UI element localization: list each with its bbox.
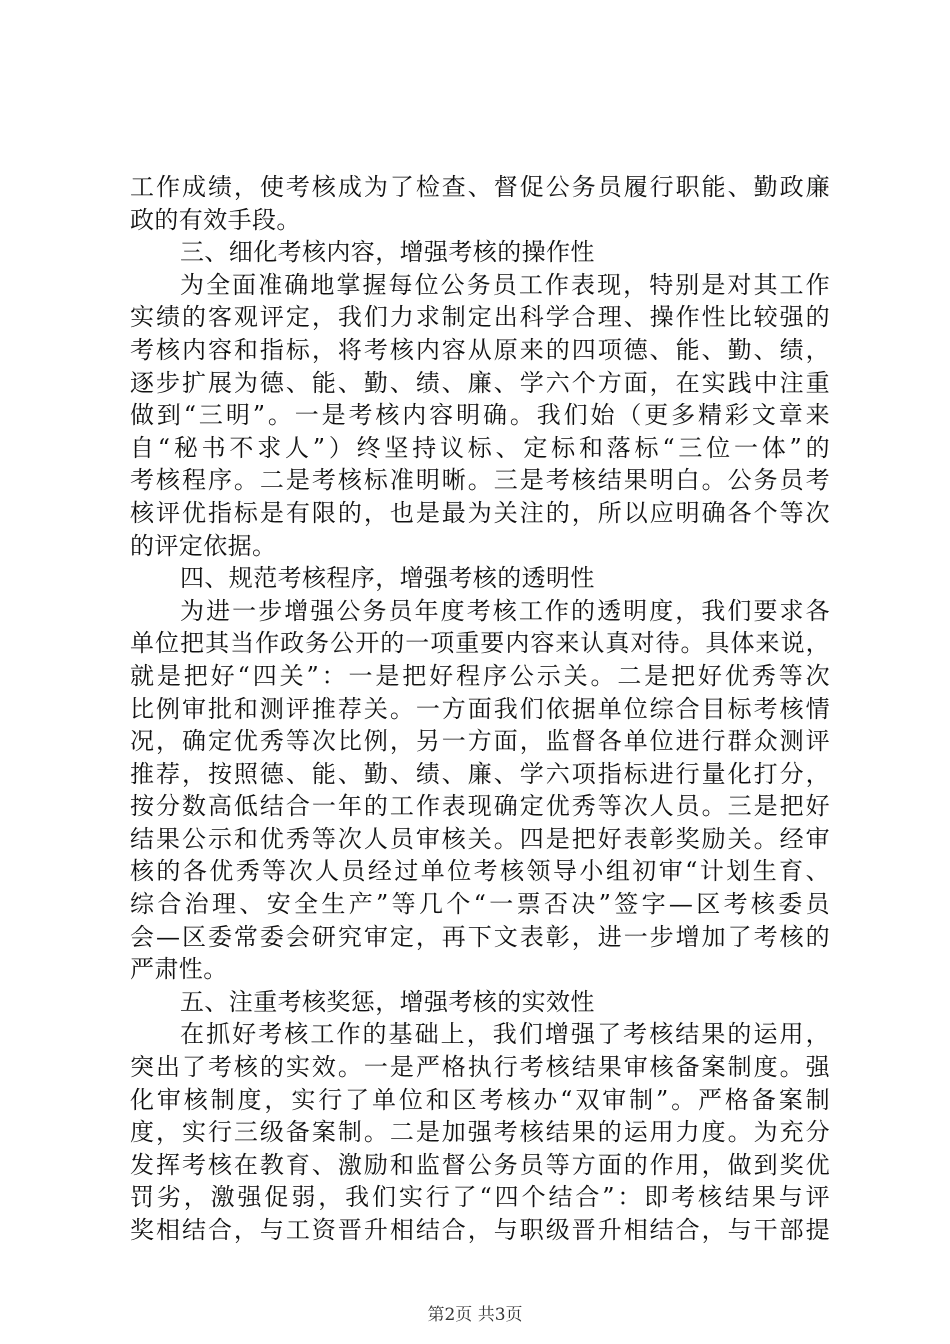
text-line: 突出了考核的实效。一是严格执行考核结果审核备案制度。强 — [130, 1053, 830, 1082]
text-line: 五、注重考核奖惩，增强考核的实效性 — [180, 987, 595, 1016]
text-line: 核的各优秀等次人员经过单位考核领导小组初审“计划生育、 — [130, 857, 830, 886]
text-line: 三、细化考核内容，增强考核的操作性 — [180, 238, 595, 267]
text-line: 单位把其当作政务公开的一项重要内容来认真对待。具体来说， — [130, 629, 830, 658]
text-line: 况，确定优秀等次比例，另一方面，监督各单位进行群众测评 — [130, 727, 830, 756]
text-line: 度，实行三级备案制。二是加强考核结果的运用力度。为充分 — [130, 1118, 830, 1147]
text-line: 就是把好“四关”：一是把好程序公示关。二是把好优秀等次 — [130, 661, 830, 690]
page-footer: 第2页 共3页 — [427, 1305, 523, 1325]
text-line: 逐步扩展为德、能、勤、绩、廉、学六个方面，在实践中注重 — [130, 368, 830, 397]
text-line: 政的有效手段。 — [130, 205, 301, 234]
text-line: 罚劣，激强促弱，我们实行了“四个结合”：即考核结果与评 — [130, 1183, 830, 1212]
text-line: 按分数高低结合一年的工作表现确定优秀等次人员。三是把好 — [130, 792, 830, 821]
text-line: 考核内容和指标，将考核内容从原来的四项德、能、勤、绩， — [130, 335, 830, 364]
text-line: 推荐，按照德、能、勤、绩、廉、学六项指标进行量化打分， — [130, 759, 830, 788]
text-line: 奖相结合，与工资晋升相结合，与职级晋升相结合，与干部提 — [130, 1216, 830, 1244]
text-line: 的评定依据。 — [130, 531, 277, 560]
text-line: 比例审批和测评推荐关。一方面我们依据单位综合目标考核情 — [130, 694, 830, 723]
text-line: 工作成绩，使考核成为了检查、督促公务员履行职能、勤政廉 — [130, 173, 830, 201]
text-line: 会—区委常委会研究审定，再下文表彰，进一步增加了考核的 — [130, 922, 830, 951]
text-line: 核评优指标是有限的，也是最为关注的，所以应明确各个等次 — [130, 498, 830, 527]
text-line: 四、规范考核程序，增强考核的透明性 — [180, 564, 595, 593]
text-line: 为进一步增强公务员年度考核工作的透明度，我们要求各 — [180, 596, 830, 625]
text-line: 做到“三明”。一是考核内容明确。我们始（更多精彩文章来 — [130, 401, 830, 430]
text-line: 化审核制度，实行了单位和区考核办“双审制”。严格备案制 — [130, 1085, 830, 1114]
text-line: 实绩的客观评定，我们力求制定出科学合理、操作性比较强的 — [130, 303, 830, 332]
text-line: 发挥考核在教育、激励和监督公务员等方面的作用，做到奖优 — [130, 1150, 830, 1179]
text-line: 考核程序。二是考核标准明晰。三是考核结果明白。公务员考 — [130, 466, 830, 495]
text-line: 自“秘书不求人”）终坚持议标、定标和落标“三位一体”的 — [130, 433, 830, 462]
text-line: 严肃性。 — [130, 955, 228, 984]
text-line: 结果公示和优秀等次人员审核关。四是把好表彰奖励关。经审 — [130, 824, 830, 853]
text-line: 在抓好考核工作的基础上，我们增强了考核结果的运用， — [180, 1020, 830, 1049]
text-line: 为全面准确地掌握每位公务员工作表现，特别是对其工作 — [180, 270, 830, 299]
document-body — [130, 171, 830, 1247]
text-line: 综合治理、安全生产”等几个“一票否决”签字—区考核委员 — [130, 890, 830, 919]
